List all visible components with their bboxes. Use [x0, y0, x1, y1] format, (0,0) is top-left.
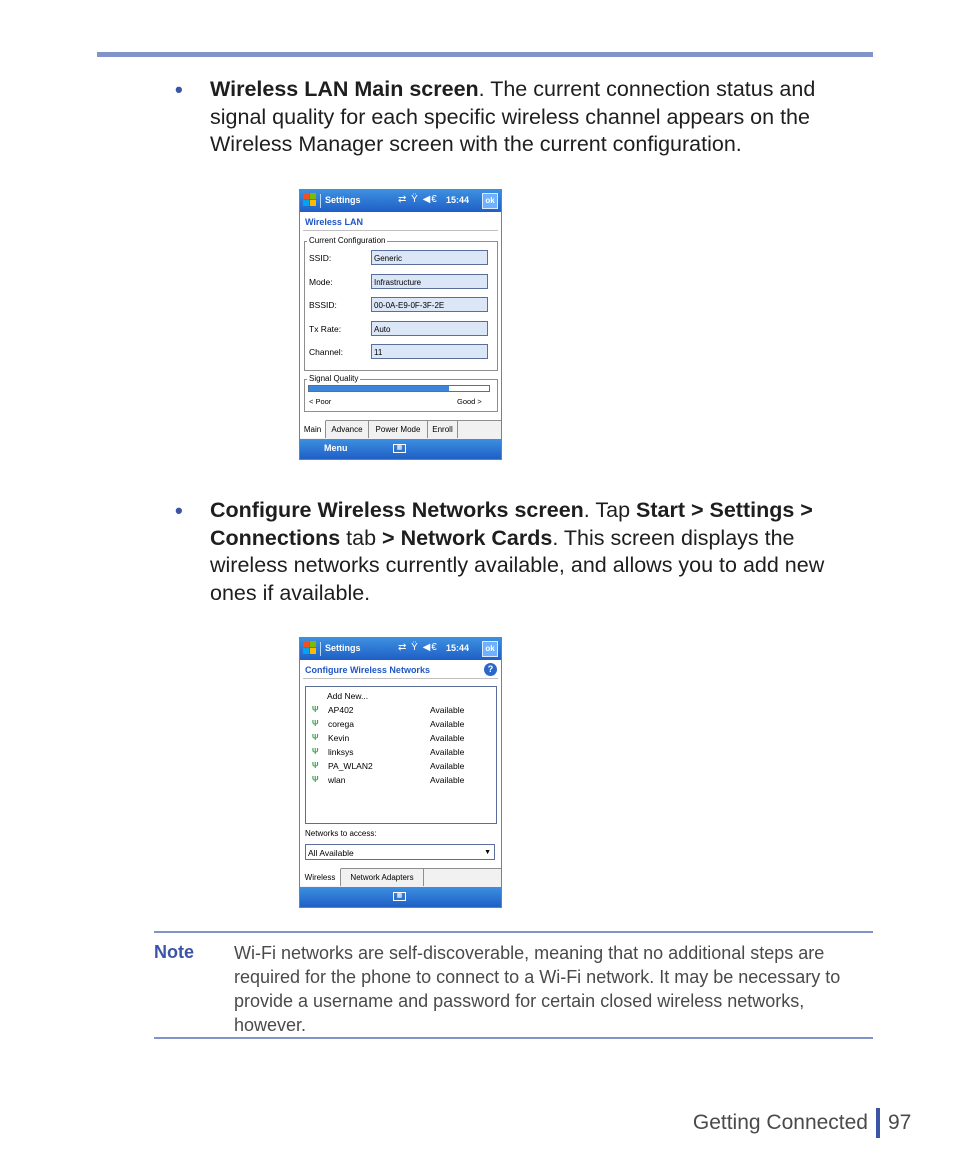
antenna-icon: Ψ	[312, 719, 319, 728]
configure-wireless-networks-screenshot	[299, 637, 502, 908]
bullet-configure-wireless	[175, 497, 875, 607]
wireless-lan-screenshot	[299, 189, 502, 460]
bullet-bold: > Network Cards	[382, 525, 553, 550]
bullet-body: . This screen displays the wireless networks currently available, and allows you to add new ones if available.	[210, 525, 825, 605]
subtitle-rule	[303, 230, 498, 231]
bullet-bold: Wireless LAN Main screen	[210, 77, 479, 101]
title-text: Settings	[325, 195, 361, 205]
select-value: All Available	[308, 848, 354, 858]
tab-advance[interactable]: Advance	[326, 421, 369, 438]
bullet-body: . Tap	[583, 498, 636, 522]
network-status: Available	[430, 761, 465, 771]
keyboard-icon[interactable]: ▦	[393, 892, 406, 901]
network-name: wlan	[328, 775, 346, 785]
subtitle-rule	[303, 678, 498, 679]
antenna-icon: Ψ	[312, 775, 319, 784]
antenna-icon: Ψ	[312, 705, 319, 714]
current-configuration-label: Current Configuration	[309, 236, 386, 245]
title-bar	[300, 638, 501, 660]
network-name: corega	[328, 719, 354, 729]
signal-quality-group	[304, 379, 498, 412]
list-item[interactable]	[306, 732, 496, 746]
footer-section-title: Getting Connected	[692, 1111, 868, 1134]
tab-network-adapters[interactable]: Network Adapters	[341, 869, 424, 886]
bullet-body: tab	[340, 525, 383, 550]
footer-divider	[876, 1108, 880, 1138]
page-number: 97	[888, 1111, 912, 1134]
list-item[interactable]	[306, 774, 496, 788]
windows-logo-icon[interactable]	[303, 193, 317, 207]
network-status: Available	[430, 719, 465, 729]
status-icons[interactable]: ⇄ Ÿ ◀€	[398, 194, 438, 205]
add-new-item[interactable]: Add New...	[327, 691, 369, 701]
ssid-field[interactable]: Generic	[371, 250, 488, 265]
list-item[interactable]	[306, 760, 496, 774]
signal-quality-label: Signal Quality	[309, 374, 359, 383]
bullet-wireless-lan-main	[175, 76, 875, 159]
tx-rate-label: Tx Rate:	[309, 324, 342, 334]
tab-enroll[interactable]: Enroll	[428, 421, 458, 438]
menu-bar	[300, 439, 501, 459]
networks-list	[305, 686, 497, 824]
note-text: Wi-Fi networks are self-discoverable, meaning that no additional steps are required for the phone to connect to a Wi-Fi network. It may be necessary to provide a username and password for certain closed wireless networks, however.	[234, 943, 841, 1035]
top-rule	[97, 52, 873, 57]
note-bottom-rule	[154, 1037, 873, 1039]
screen-subtitle: Wireless LAN	[305, 217, 363, 227]
chevron-down-icon[interactable]: ▼	[484, 849, 491, 856]
tab-strip	[300, 868, 501, 887]
keyboard-icon[interactable]: ▦	[393, 444, 406, 453]
list-item[interactable]	[306, 718, 496, 732]
network-name: linksys	[328, 747, 354, 757]
tab-wireless[interactable]: Wireless	[300, 868, 341, 886]
network-name: AP402	[328, 705, 354, 715]
tab-strip	[300, 420, 501, 439]
network-status: Available	[430, 775, 465, 785]
tx-rate-field[interactable]: Auto	[371, 321, 488, 336]
network-name: PA_WLAN2	[328, 761, 373, 771]
clock[interactable]: 15:44	[446, 643, 470, 653]
network-status: Available	[430, 747, 465, 757]
windows-logo-icon[interactable]	[303, 641, 317, 655]
channel-label: Channel:	[309, 347, 344, 357]
bssid-label: BSSID:	[309, 300, 337, 310]
bullet-text	[210, 497, 875, 607]
screen-subtitle: Configure Wireless Networks	[305, 665, 430, 675]
bullet-dot: •	[175, 498, 183, 523]
poor-label: < Poor	[309, 397, 332, 406]
network-status: Available	[430, 705, 465, 715]
title-separator	[320, 194, 321, 208]
list-item[interactable]	[306, 746, 496, 760]
menu-button[interactable]: Menu	[324, 443, 348, 453]
ok-button[interactable]: ok	[482, 193, 498, 209]
mode-field[interactable]: Infrastructure	[371, 274, 488, 289]
antenna-icon: Ψ	[312, 747, 319, 756]
mode-label: Mode:	[309, 277, 333, 287]
channel-field[interactable]: 11	[371, 344, 488, 359]
signal-quality-fill	[309, 386, 449, 391]
ssid-label: SSID:	[309, 253, 332, 263]
title-bar	[300, 190, 501, 212]
ok-button[interactable]: ok	[482, 641, 498, 657]
menu-bar	[300, 887, 501, 907]
tab-main[interactable]: Main	[300, 420, 326, 438]
antenna-icon: Ψ	[312, 761, 319, 770]
bullet-body: . The current connection status and signal quality for each specific wireless channel appears on the Wireless Manager screen with the current configuration.	[210, 77, 816, 156]
clock[interactable]: 15:44	[446, 195, 470, 205]
networks-to-access-label: Networks to access:	[305, 829, 377, 838]
title-text: Settings	[325, 643, 361, 653]
list-item[interactable]	[306, 704, 496, 718]
bssid-field[interactable]: 00-0A-E9-0F-3F-2E	[371, 297, 488, 312]
good-label: Good >	[457, 397, 482, 406]
networks-to-access-select[interactable]	[305, 844, 495, 860]
bullet-dot: •	[175, 77, 183, 102]
note-label: Note	[154, 942, 194, 962]
bullet-bold: Start > Settings > Connections	[210, 498, 813, 550]
help-icon[interactable]: ?	[484, 663, 497, 676]
note-top-rule	[154, 931, 873, 933]
bullet-text	[210, 76, 875, 159]
status-icons[interactable]: ⇄ Ÿ ◀€	[398, 642, 438, 653]
network-name: Kevin	[328, 733, 350, 743]
antenna-icon: Ψ	[312, 733, 319, 742]
network-status: Available	[430, 733, 465, 743]
bullet-bold: Configure Wireless Networks screen	[210, 498, 584, 522]
tab-power-mode[interactable]: Power Mode	[369, 421, 428, 438]
signal-quality-bar	[308, 385, 490, 392]
title-separator	[320, 642, 321, 656]
